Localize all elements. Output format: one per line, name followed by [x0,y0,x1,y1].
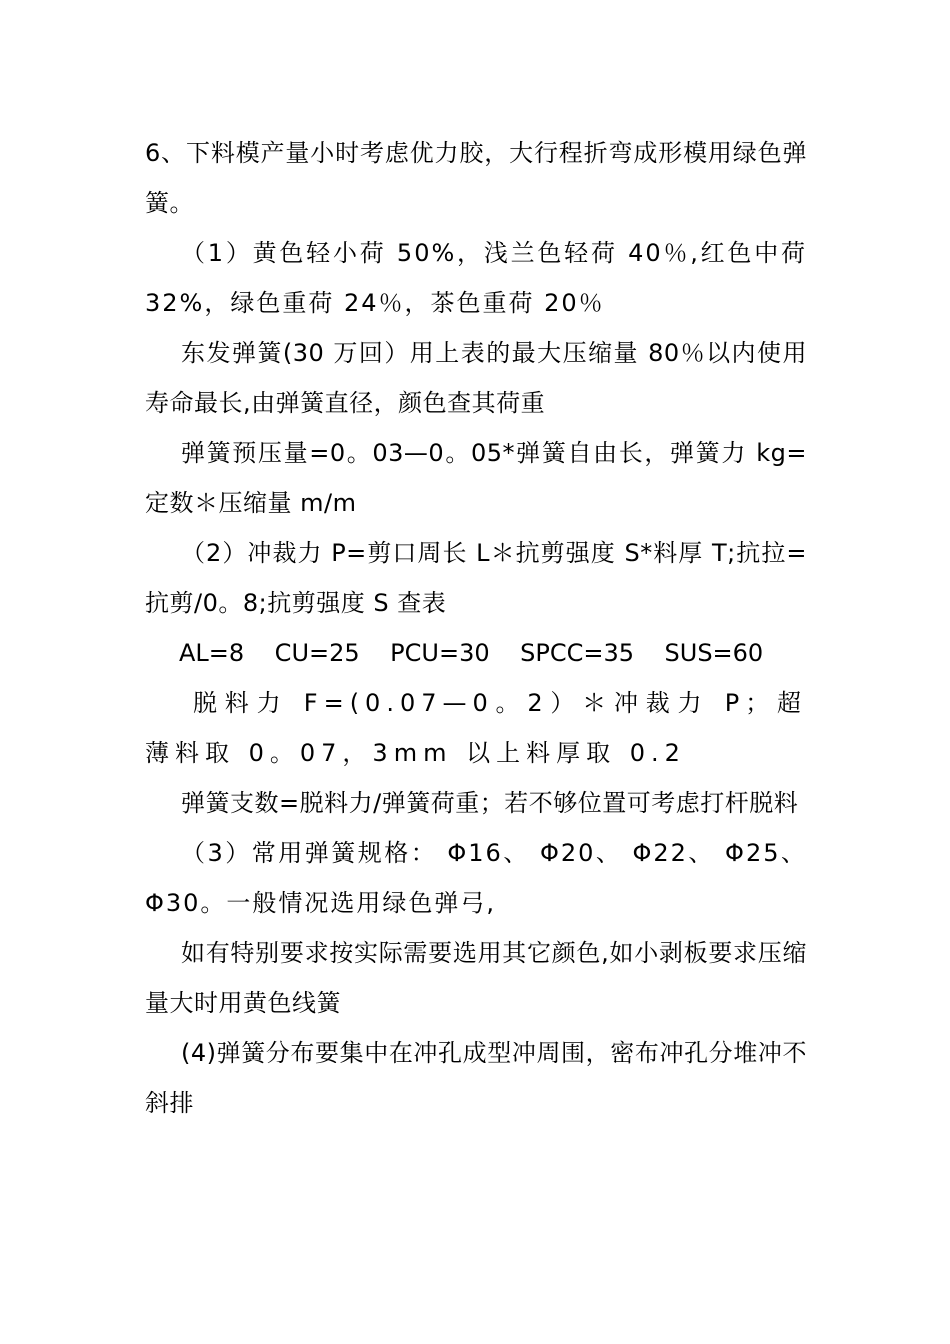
paragraph-stripping-force: 脱料力 F=(0.07—0。2）＊冲裁力 P；超薄料取 0。07，3mm 以上料厚取 0.2 [145,689,807,767]
shear-strength-table: AL=8 CU=25 PCU=30 SPCC=35 SUS=60 [179,639,764,667]
paragraph-item-6: 6、下料模产量小时考虑优力胶，大行程折弯成形模用绿色弹簧。 [145,139,807,217]
paragraph-special-requirements: 如有特别要求按实际需要选用其它颜色,如小剥板要求压缩量大时用黄色线簧 [145,939,807,1017]
document-body [145,128,807,1128]
paragraph-spring-specs: （3）常用弹簧规格： Φ16、 Φ20、 Φ22、 Φ25、 Φ30。一般情况选用绿色弹弓, [145,839,807,917]
paragraph-spring-preload: 弹簧预压量=0。03—0。05*弹簧自由长，弹簧力 kg=定数＊压缩量 m/m [145,439,807,517]
paragraph-punching-force: （2）冲裁力 P=剪口周长 L＊抗剪强度 S*料厚 T;抗拉=抗剪/0。8;抗剪强度 S 查表 [145,539,807,617]
paragraph-spring-load-ratings: （1）黄色轻小荷 50%，浅兰色轻荷 40％,红色中荷 32%，绿色重荷 24％，茶色重荷 20％ [145,239,807,317]
paragraph-dongfa-springs: 东发弹簧(30 万回）用上表的最大压缩量 80％以内使用寿命最长,由弹簧直径，颜色查其荷重 [145,339,807,417]
paragraph-spring-distribution: (4)弹簧分布要集中在冲孔成型冲周围，密布冲孔分堆冲不斜排 [145,1039,807,1117]
paragraph-spring-count: 弹簧支数=脱料力/弹簧荷重；若不够位置可考虑打杆脱料 [181,789,799,817]
